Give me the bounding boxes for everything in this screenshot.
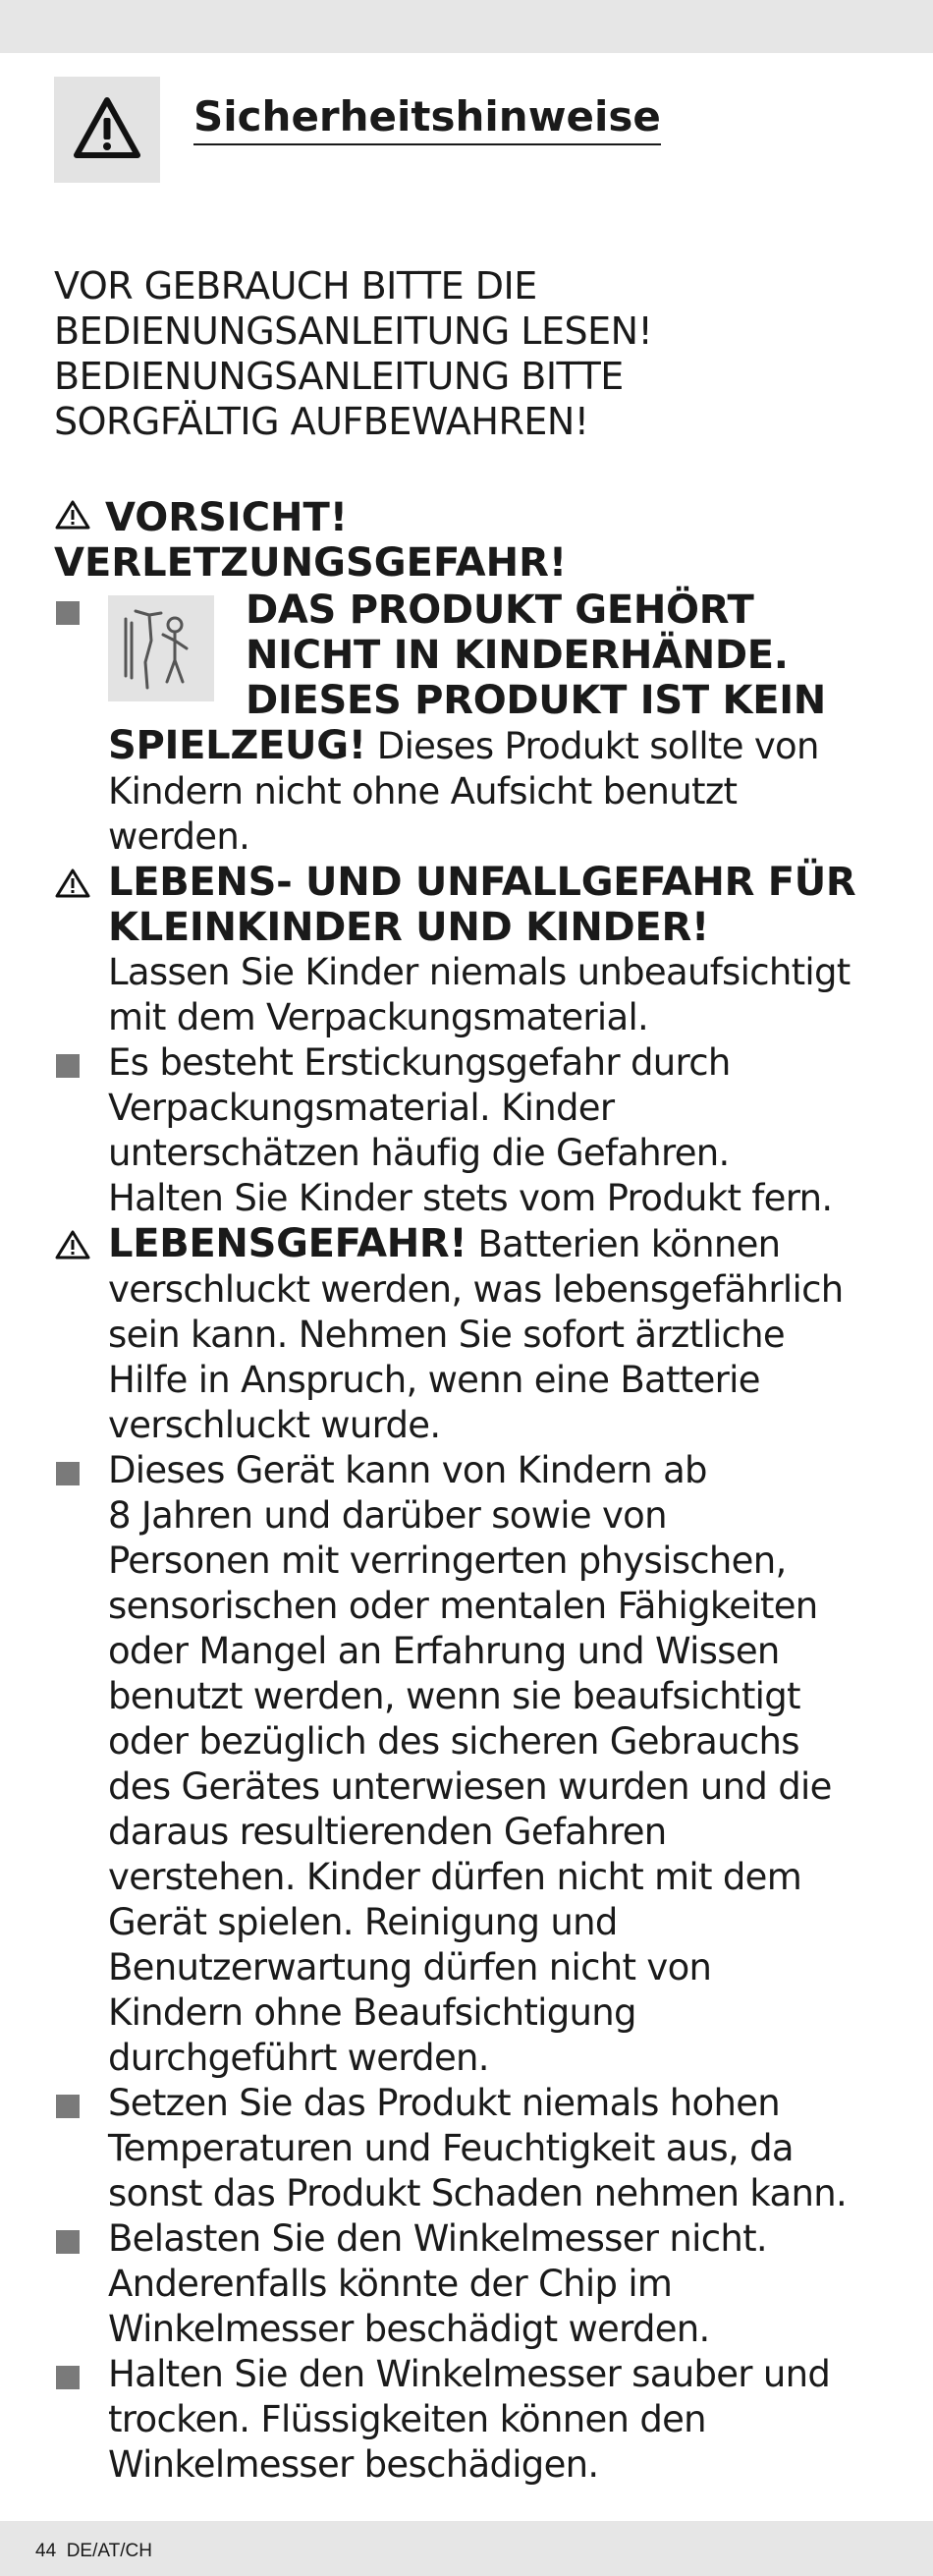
bullet-square (56, 2095, 80, 2118)
bullet-square (56, 601, 80, 625)
paragraph-line: Winkelmesser beschädigen. (108, 2443, 599, 2486)
child-icon-box (108, 595, 214, 701)
paragraph-line: sonst das Produkt Schaden nehmen kann. (108, 2172, 848, 2214)
list-item (54, 1448, 889, 2081)
paragraph-line: Halten Sie Kinder stets vom Produkt fern. (108, 1177, 833, 1219)
section-title: Sicherheitshinweise (193, 92, 661, 145)
paragraph-line: Belasten Sie den Winkelmesser nicht. (108, 2217, 767, 2260)
safety-section (54, 77, 889, 2488)
paragraph-line: unterschätzen häufig die Gefahren. (108, 1132, 730, 1174)
list-item (54, 1040, 889, 1221)
paragraph-line: Verpackungsmaterial. Kinder (108, 1087, 615, 1129)
paragraph-line: Winkelmesser beschädigt werden. (108, 2308, 710, 2350)
section-header (54, 77, 889, 185)
intro-line: SORGFÄLTIG AUFBEWAHREN! (54, 400, 589, 443)
paragraph-line: Gerät spielen. Reinigung und (108, 1901, 618, 1943)
paragraph-line: verschluckt wurde. (108, 1404, 441, 1446)
paragraph-line: des Gerätes unterwiesen wurden und die (108, 1765, 832, 1808)
list-item (54, 2216, 889, 2352)
caution-label: VORSICHT! (104, 495, 349, 540)
locale-label: DE/AT/CH (66, 2541, 152, 2561)
paragraph-line: Halten Sie den Winkelmesser sauber und (108, 2353, 831, 2395)
bullet-square (56, 1054, 80, 1078)
paragraph-line: Anderenfalls könnte der Chip im (108, 2263, 673, 2305)
paragraph-line: daraus resultierenden Gefahren (108, 1811, 667, 1853)
paragraph-line: Lassen Sie Kinder niemals unbeaufsichtigt (108, 951, 851, 993)
paragraph-line: mit dem Verpackungsmaterial. (108, 996, 649, 1038)
list-item (54, 2081, 889, 2216)
toy-warning-text: Dieses Produkt sollte von (365, 725, 819, 767)
danger-heading: LEBENSGEFAHR! (108, 1221, 467, 1266)
top-bar (0, 0, 933, 53)
paragraph-line: verstehen. Kinder dürfen nicht mit dem (108, 1856, 802, 1898)
paragraph-text: Batterien können (466, 1223, 781, 1265)
paragraph-line: Dieses Gerät kann von Kindern ab (108, 1449, 707, 1491)
intro-warning (54, 263, 889, 444)
paragraph-line: verschluckt werden, was lebensgefährlich (108, 1268, 844, 1311)
warning-icon-box (54, 77, 160, 183)
warning-triangle-icon (74, 96, 140, 159)
warning-triangle-icon (54, 499, 91, 531)
paragraph-line: sein kann. Nehmen Sie sofort ärztliche (108, 1314, 785, 1356)
paragraph-line: oder Mangel an Erfahrung und Wissen (108, 1630, 780, 1672)
paragraph-line: trocken. Flüssigkeiten können den (108, 2398, 706, 2440)
paragraph-line: durchgeführt werden. (108, 2037, 489, 2079)
bullet-square (56, 2230, 80, 2254)
paragraph-line: Benutzerwartung dürfen nicht von (108, 1946, 712, 1988)
intro-line: BEDIENUNGSANLEITUNG LESEN! (54, 309, 653, 353)
list-item (54, 2352, 889, 2488)
bullet-square (56, 1462, 80, 1485)
page-number: 44 (35, 2541, 57, 2561)
list-item (54, 1221, 889, 1448)
child-keep-away-icon (116, 601, 206, 696)
paragraph-line: Kindern ohne Beaufsichtigung (108, 1991, 636, 2034)
paragraph-line: Setzen Sie das Produkt niemals hohen (108, 2082, 781, 2124)
paragraph-line: werden. (108, 815, 250, 858)
bullet-square (56, 2366, 80, 2389)
toy-warning-bold: SPIELZEUG! (108, 723, 366, 768)
child-warning-line: NICHT IN KINDERHÄNDE. (246, 633, 789, 678)
child-warning-line: DIESES PRODUKT IST KEIN (246, 678, 826, 723)
paragraph-line: Hilfe in Anspruch, wenn eine Batterie (108, 1359, 760, 1401)
paragraph-line: benutzt werden, wenn sie beaufsichtigt (108, 1675, 800, 1717)
list-item (54, 588, 889, 860)
paragraph-line: Kindern nicht ohne Aufsicht benutzt (108, 770, 738, 812)
paragraph-line: Personen mit verringerten physischen, (108, 1540, 787, 1582)
paragraph-line: oder bezüglich des sicheren Gebrauchs (108, 1720, 799, 1763)
intro-line: BEDIENUNGSANLEITUNG BITTE (54, 355, 624, 398)
child-warning-line: DAS PRODUKT GEHÖRT (246, 588, 754, 633)
danger-heading: KLEINKINDER UND KINDER! (108, 905, 709, 950)
paragraph-line: 8 Jahren und darüber sowie von (108, 1494, 667, 1537)
danger-heading: LEBENS- UND UNFALLGEFAHR FÜR (108, 860, 856, 905)
injury-risk-label: VERLETZUNGSGEFAHR! (54, 540, 568, 586)
list-item (54, 860, 889, 1040)
page-footer (35, 2541, 152, 2562)
intro-line: VOR GEBRAUCH BITTE DIE (54, 264, 537, 308)
paragraph-line: sensorischen oder mentalen Fähigkeiten (108, 1585, 818, 1627)
caution-heading (54, 495, 889, 586)
warning-triangle-icon (54, 868, 91, 899)
paragraph-line: Temperaturen und Feuchtigkeit aus, da (108, 2127, 794, 2169)
warning-triangle-icon (54, 1229, 91, 1260)
paragraph-line: Es besteht Erstickungsgefahr durch (108, 1041, 731, 1084)
